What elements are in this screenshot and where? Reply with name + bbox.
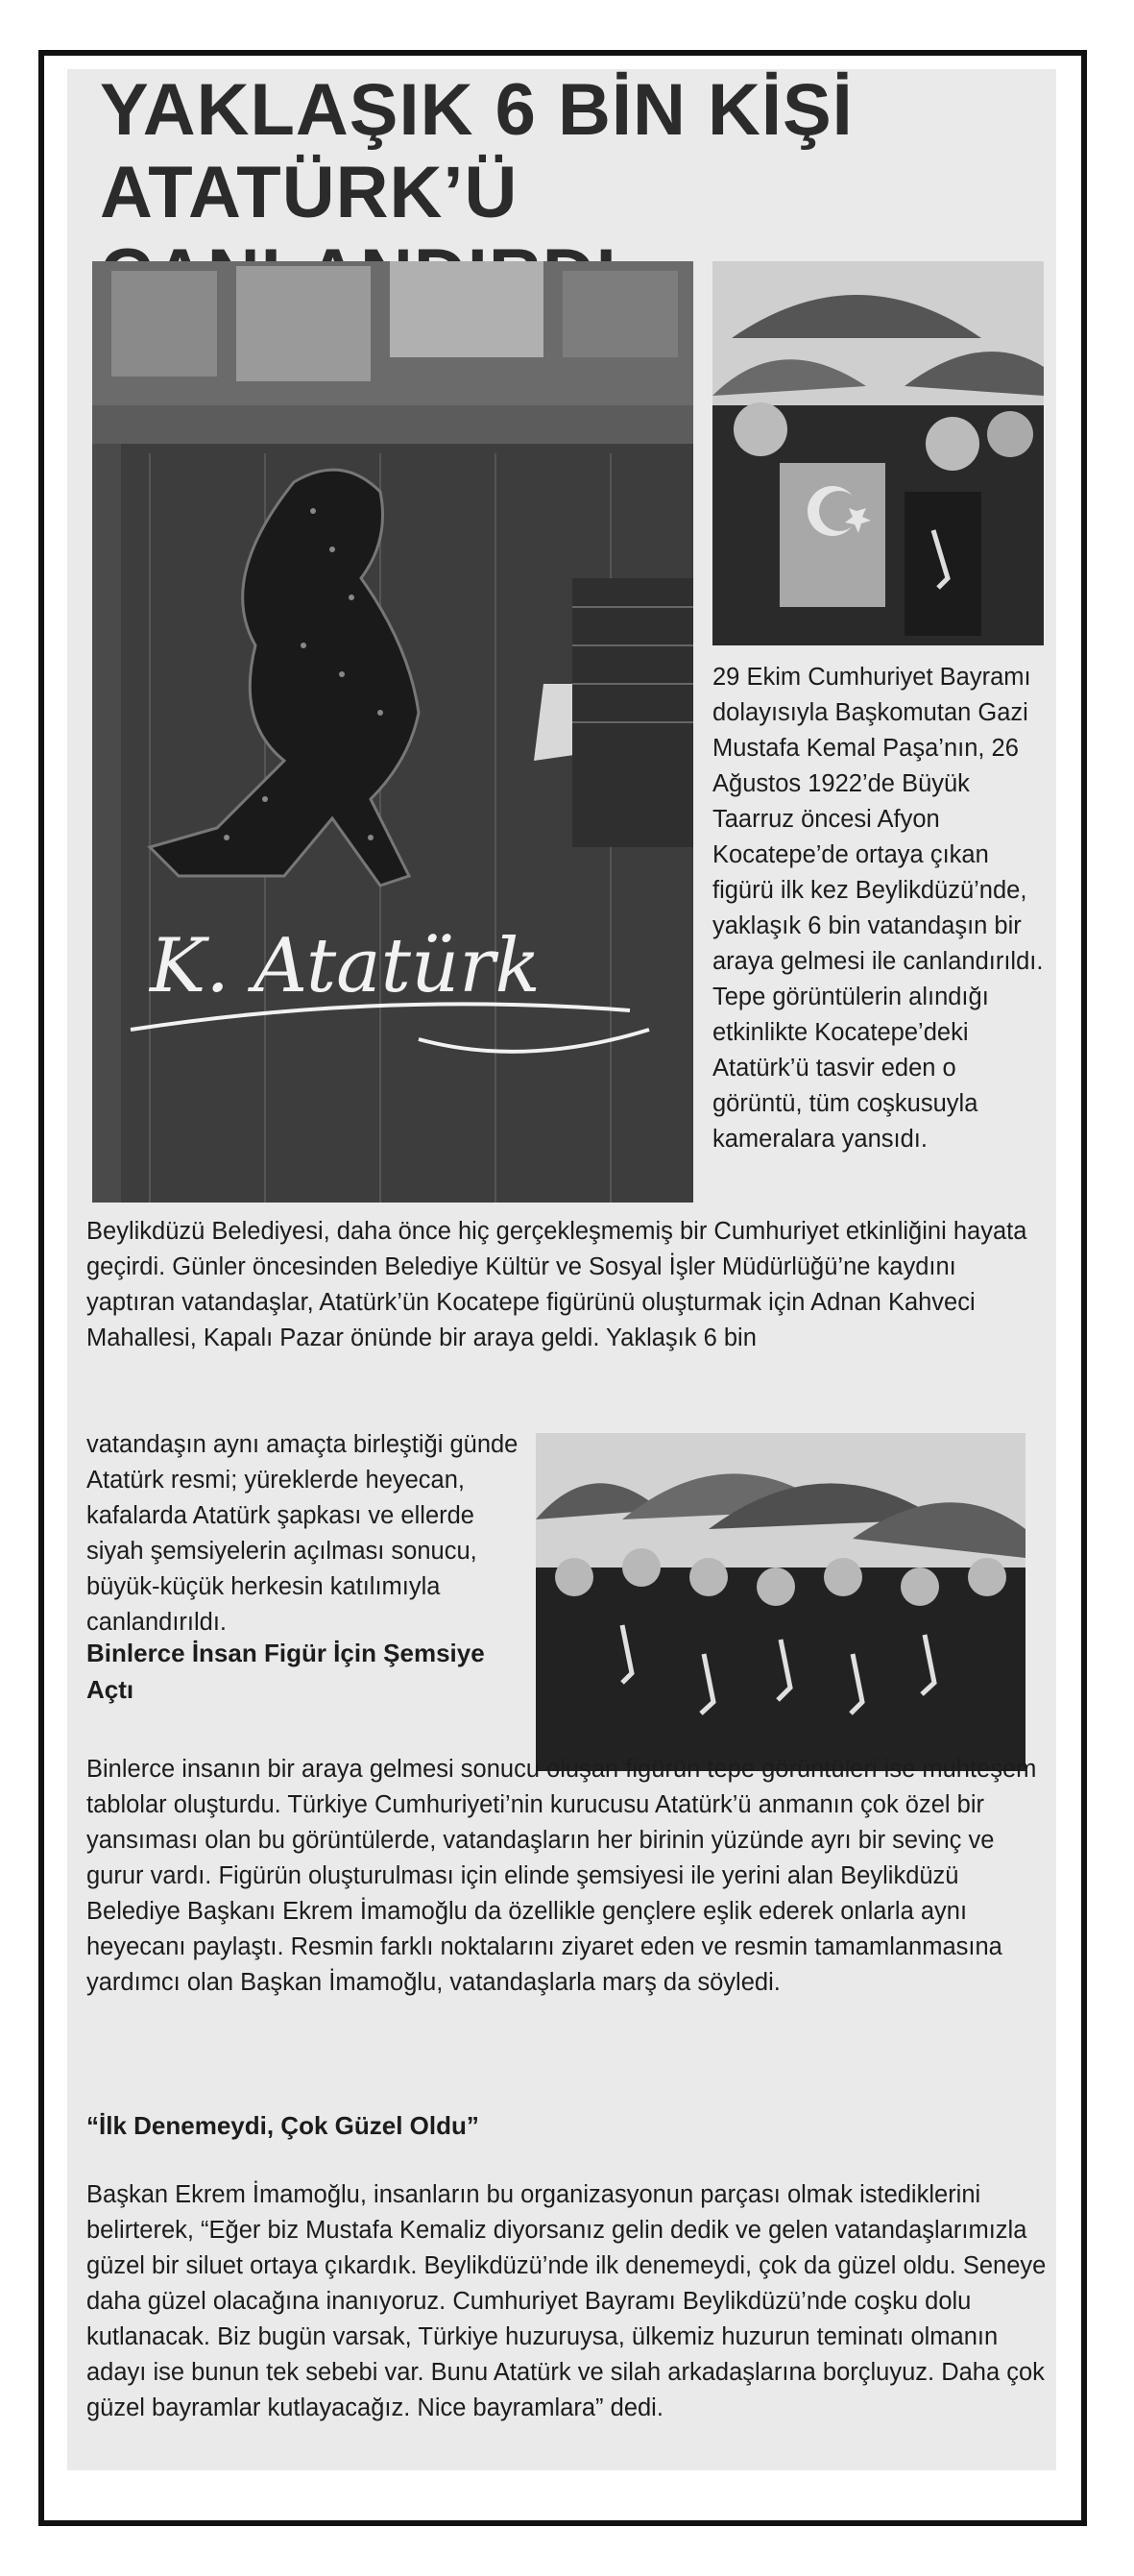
subheading-2: “İlk Denemeydi, Çok Güzel Oldu” — [86, 2111, 479, 2140]
body-paragraph-4: Başkan Ekrem İmamoğlu, insanların bu organizasyonun parçası olmak istediklerini belirterek, “Eğer biz Mustafa Kemaliz diyorsanız gelin dedik ve gelen vatandaşlarımızla güzel bir siluet ortaya çıkardık. Beylikdüzü’nde ilk denemeydi, çok da güzel oldu. Seneye daha güzel olacağına inanıyoruz. Cumhuriyet Bayramı Beylikdüzü’nde coşku dolu kutlanacak. Biz bugün varsak, Türkiye huzuruysa, ülkemiz huzurun teminatı olmanın adayı ise bunun tek sebebi var. Bunu Atatürk ve silah arkadaşlarına borçluyuz. Daha çok güzel bayramlar kutlayacağız. Nice bayramlara” dedi. — [86, 2181, 1047, 2421]
subheading-1: Binlerce İnsan Figür İçin Şemsiye Açtı — [86, 1639, 485, 1704]
body-paragraph-3: Binlerce insanın bir araya gelmesi sonucu oluşan figürün tepe görüntüleri ise muhteşem tablolar oluşturdu. Türkiye Cumhuriyeti’nin kurucusu Atatürk’ü anmanın çok özel bir yansıması olan bu görüntülerde, vatandaşların her birinin yüzünde ayrı bir sevinç ve gurur vardı. Figürün oluşturulması için elinde şemsiyesi ile yerini alan Beylikdüzü Belediye Başkanı Ekrem İmamoğlu da özellikle gençlere eşlik ederek onlarla aynı heyecanı paylaştı. Resmin farklı noktalarını ziyaret eden ve resmin tamamlanmasına yardımcı olan Başkan İmamoğlu, vatandaşlarla marş da söyledi. — [86, 1756, 1037, 1996]
intro-paragraph: 29 Ekim Cumhuriyet Bayramı dolayısıyla Başkomutan Gazi Mustafa Kemal Paşa’nın, 26 Ağustos 1922’de Büyük Taarruz öncesi Afyon Kocatepe’de ortaya çıkan figürü ilk kez Beylikdüzü’nde, yaklaşık 6 bin vatandaşın bir araya gelmesi ile canlandırıldı. Tepe görüntülerin alındığı etkinlikte Kocatepe’deki Atatürk’ü tasvir eden o görüntü, tüm coşkusuyla kameralara yansıdı. — [712, 664, 1044, 1153]
body-paragraph-2a: Beylikdüzü Belediyesi, daha önce hiç gerçekleşmemiş bir Cumhuriyet etkinliğini hayata geçirdi. Günler öncesinden Belediye Kültür ve Sosyal İşler Müdürlüğü’ne kaydını yaptıran vatandaşlar, Atatürk’ün Kocatepe figürünü oluşturmak için Adnan Kahveci Mahallesi, Kapalı Pazar önünde bir araya geldi. Yaklaşık 6 bin — [86, 1218, 1027, 1351]
aerial-figure-photo — [92, 261, 693, 1203]
headline: YAKLAŞIK 6 BİN KİŞİ ATATÜRK’Ü — [100, 69, 854, 233]
newspaper-clipping — [67, 69, 1056, 2470]
group-umbrella-photo — [536, 1433, 1025, 1771]
flag-umbrella-photo — [712, 261, 1044, 645]
body-paragraph-2b: vatandaşın aynı amaçta birleştiği günde Atatürk resmi; yüreklerde heyecan, kafalarda Atatürk şapkası ve ellerde siyah şemsiyelerin açılması sonucu, büyük-küçük herkesin katılımıyla canlandırıldı. — [86, 1431, 519, 1636]
signature-text: K. Atatürk — [150, 923, 541, 1009]
